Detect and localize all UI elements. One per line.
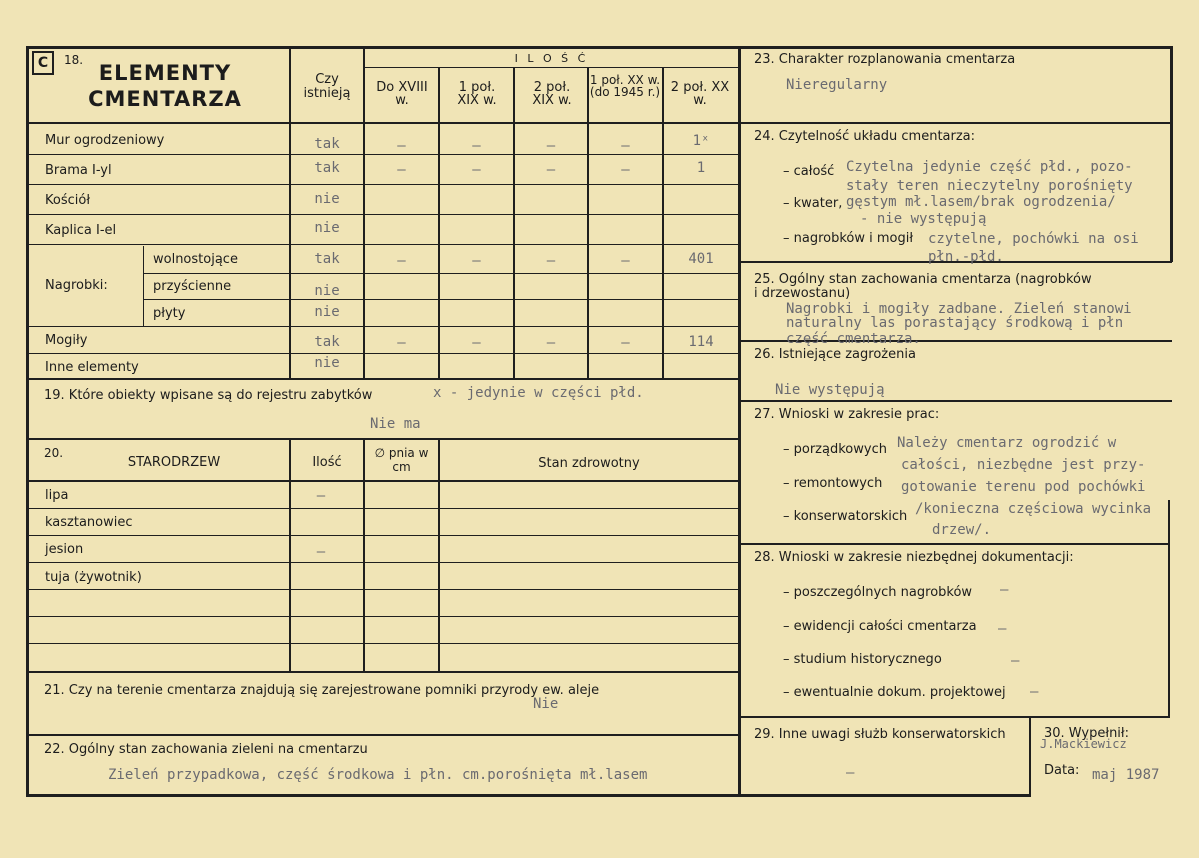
- v20-b: [363, 440, 365, 672]
- section-28-label: 28. Wnioski w zakresie niezbędnej dokumentacji:: [754, 550, 1074, 565]
- v-p5: [662, 68, 664, 378]
- section-19-answer: Nie ma: [370, 416, 421, 432]
- val-wolno-2: –: [472, 253, 481, 269]
- v-p3: [513, 68, 515, 378]
- period-1: Do XVIII w.: [376, 80, 428, 108]
- h20-4: [26, 589, 740, 590]
- col-pnia: ∅ pnia w cm: [374, 446, 429, 474]
- section-19-note: x - jedynie w części płd.: [433, 385, 644, 401]
- val-brama-5: 1: [696, 160, 706, 176]
- h20-2: [26, 535, 740, 536]
- exists-kosciol: nie: [314, 191, 340, 207]
- tree-jesion-ilosc: –: [316, 544, 326, 560]
- h-s19-end: [26, 438, 740, 440]
- h20-5: [26, 616, 740, 617]
- nagrobki-label: Nagrobki:: [45, 278, 108, 293]
- h-r3: [26, 214, 740, 215]
- section-19-label: 19. Które obiekty wpisane są do rejestru zabytków: [44, 388, 373, 403]
- section-27-label: 27. Wnioski w zakresie prac:: [754, 407, 940, 422]
- h-ilosc: [363, 67, 739, 68]
- s25-answer-3: część cmentarza.: [786, 331, 921, 347]
- v-nagrobki: [143, 246, 144, 326]
- exists-brama: tak: [314, 160, 340, 176]
- frame-right-lower: [1168, 500, 1170, 718]
- val-mur-5: 1ˣ: [692, 133, 710, 149]
- s29-answer: –: [846, 765, 855, 781]
- s30-name: J.Mackiewicz: [1040, 737, 1127, 751]
- col-stan: Stan zdrowotny: [538, 456, 640, 471]
- tree-kasztanowiec: kasztanowiec: [45, 515, 133, 530]
- section-22-answer: Zieleń przypadkowa, część środkowa i płn. cm.porośnięta mł.lasem: [108, 767, 648, 783]
- row-label-wolnostojace: wolnostojące: [153, 252, 238, 267]
- h23-end: [740, 122, 1172, 124]
- h20-end: [26, 671, 740, 673]
- h20-1: [26, 508, 740, 509]
- h21-end: [26, 734, 740, 736]
- section-25-label-2: i drzewostanu): [754, 286, 851, 301]
- s27-answer-5: drzew/.: [932, 522, 992, 538]
- starodrzew-title: STARODRZEW: [127, 455, 221, 470]
- val-wolno-3: –: [546, 253, 556, 269]
- s27-konserwatorskich: – konserwatorskich: [783, 509, 908, 524]
- h26-end: [740, 400, 1172, 402]
- section-20-number: 20.: [44, 446, 64, 460]
- s25-answer-2: naturalny las porastający środkową i płn: [786, 315, 1124, 331]
- s24-answer-6: płn.-płd.: [928, 249, 1004, 265]
- h-r6: [143, 299, 740, 300]
- val-wolno-4: –: [621, 253, 630, 269]
- section-18-title-1: ELEMENTY: [98, 61, 232, 85]
- exists-przyscienne: nie: [314, 283, 340, 299]
- frame-left: [26, 46, 29, 797]
- v-p2: [438, 68, 440, 378]
- row-label-inne: Inne elementy: [45, 360, 139, 375]
- val-mogily-2: –: [472, 335, 481, 351]
- v-p1: [363, 46, 365, 378]
- s27-answer-4: /konieczna częściowa wycinka: [915, 501, 1152, 517]
- section-22-label: 22. Ogólny stan zachowania zieleni na cmentarzu: [44, 742, 368, 757]
- section-29-label: 29. Inne uwagi służb konserwatorskich: [754, 727, 1006, 742]
- s24-nagrobkow: – nagrobków i mogił: [783, 231, 914, 246]
- period-2: 1 poł. XIX w.: [457, 80, 497, 108]
- s24-answer-1: Czytelna jedynie część płd., pozo-: [846, 159, 1133, 175]
- h28-end: [740, 716, 1170, 718]
- s28-item-4: – ewentualnie dokum. projektowej: [783, 685, 1006, 700]
- h20-head: [26, 480, 740, 482]
- exists-kaplica: nie: [314, 220, 340, 236]
- exists-wolnostojace: tak: [314, 251, 340, 267]
- row-label-przyscienne: przyścienne: [153, 279, 232, 294]
- v-p4: [587, 68, 589, 378]
- s27-answer-3: gotowanie terenu pod pochówki: [901, 479, 1146, 495]
- val-brama-1: –: [397, 162, 406, 178]
- tree-lipa: lipa: [45, 488, 69, 503]
- ilosc-header: I L O Ś Ć: [514, 52, 589, 65]
- v20-c: [438, 440, 440, 672]
- section-26-label: 26. Istniejące zagrożenia: [754, 347, 916, 362]
- czy-istnieja-header: Czy istnieją: [303, 72, 351, 101]
- h-r2: [26, 184, 740, 185]
- h-s18-end: [26, 378, 740, 380]
- val-mur-4: –: [621, 138, 630, 154]
- s28-item-2: – ewidencji całości cmentarza: [783, 619, 977, 634]
- h-r7: [26, 326, 740, 327]
- val-mur-1: –: [397, 138, 406, 154]
- val-mogily-3: –: [546, 335, 556, 351]
- exists-mur: tak: [314, 136, 340, 152]
- h29-end: [740, 794, 1030, 797]
- s27-answer-2: całości, niezbędne jest przy-: [901, 457, 1146, 473]
- val-brama-4: –: [621, 162, 630, 178]
- s24-answer-3: gęstym mł.lasem/brak ogrodzenia/: [846, 194, 1116, 210]
- tree-jesion: jesion: [45, 542, 84, 557]
- s28-item-3: – studium historycznego: [783, 652, 942, 667]
- s24-answer-5: czytelne, pochówki na osi: [928, 231, 1139, 247]
- row-label-kosciol: Kościół: [45, 193, 91, 208]
- exists-plyty: nie: [314, 304, 340, 320]
- col-ilosc: Ilość: [312, 455, 342, 470]
- h20-6: [26, 643, 740, 644]
- tree-tuja: tuja (żywotnik): [45, 570, 142, 585]
- period-3: 2 poł. XIX w.: [532, 80, 572, 108]
- h-r4: [26, 244, 740, 245]
- row-label-mur: Mur ogrodzeniowy: [45, 133, 165, 148]
- s24-kwater: – kwater,: [783, 196, 843, 211]
- val-wolno-5: 401: [688, 251, 714, 267]
- tree-lipa-ilosc: –: [316, 488, 326, 504]
- exists-inne: nie: [314, 355, 340, 371]
- exists-mogily: tak: [314, 334, 340, 350]
- v29: [1029, 716, 1031, 797]
- val-mur-2: –: [472, 138, 481, 154]
- s28-answer-1: –: [1000, 582, 1009, 598]
- val-mur-3: –: [546, 138, 556, 154]
- s24-answer-2: stały teren nieczytelny porośnięty: [846, 178, 1133, 194]
- val-mogily-1: –: [397, 335, 406, 351]
- s28-answer-2: –: [998, 621, 1007, 637]
- section-21-label: 21. Czy na terenie cmentarza znajdują się zarejestrowane pomniki przyrody ew. aleje: [44, 683, 600, 698]
- row-label-brama: Brama I-yl: [45, 163, 112, 178]
- h27-end: [740, 543, 1170, 545]
- val-brama-2: –: [472, 162, 481, 178]
- h-r8: [26, 353, 740, 354]
- s28-item-1: – poszczególnych nagrobków: [783, 585, 973, 600]
- s24-calosc: – całość: [783, 164, 835, 179]
- s24-answer-4: - nie występują: [860, 211, 987, 227]
- val-mogily-4: –: [621, 335, 630, 351]
- section-23-label: 23. Charakter rozplanowania cmentarza: [754, 52, 1016, 67]
- row-label-kaplica: Kaplica I-el: [45, 223, 117, 238]
- val-mogily-5: 114: [688, 334, 714, 350]
- section-23-answer: Nieregularny: [786, 77, 888, 93]
- section-30-label: 30. Wypełnił:: [1044, 726, 1129, 741]
- s27-porzadkowych: – porządkowych: [783, 442, 887, 457]
- period-4: 1 poł. XX w. (do 1945 r.): [589, 73, 661, 99]
- val-brama-3: –: [546, 162, 556, 178]
- v-czy: [289, 46, 291, 378]
- frame-right: [1170, 46, 1173, 262]
- section-24-label: 24. Czytelność układu cmentarza:: [754, 129, 976, 144]
- s28-answer-4: –: [1030, 684, 1039, 700]
- section-18-title-2: CMENTARZA: [88, 87, 242, 111]
- section-21-answer: Nie: [533, 696, 559, 712]
- frame-bottom: [26, 794, 740, 797]
- section-25-label-1: 25. Ogólny stan zachowania cmentarza (nagrobków: [754, 272, 1092, 287]
- h20-3: [26, 562, 740, 563]
- s27-answer-1: Należy cmentarz ogrodzić w: [897, 435, 1117, 451]
- val-wolno-1: –: [397, 253, 406, 269]
- s27-remontowych: – remontowych: [783, 476, 883, 491]
- s28-answer-3: –: [1011, 653, 1020, 669]
- section-18-number: 18.: [64, 53, 84, 67]
- h-r5: [143, 273, 740, 274]
- h-header: [26, 122, 740, 124]
- frame-middle: [738, 46, 741, 797]
- period-5: 2 poł. XX w.: [670, 80, 730, 108]
- s25-answer-1: Nagrobki i mogiły zadbane. Zieleń stanowi: [786, 301, 1132, 317]
- s26-answer: Nie występują: [775, 382, 885, 398]
- frame-top: [26, 46, 1172, 49]
- s30-date: maj 1987: [1092, 767, 1160, 783]
- row-label-mogily: Mogiły: [45, 333, 88, 348]
- s30-date-label: Data:: [1044, 763, 1080, 778]
- corner-letter: C: [32, 51, 54, 75]
- h-r1: [26, 154, 740, 155]
- row-label-plyty: płyty: [153, 306, 186, 321]
